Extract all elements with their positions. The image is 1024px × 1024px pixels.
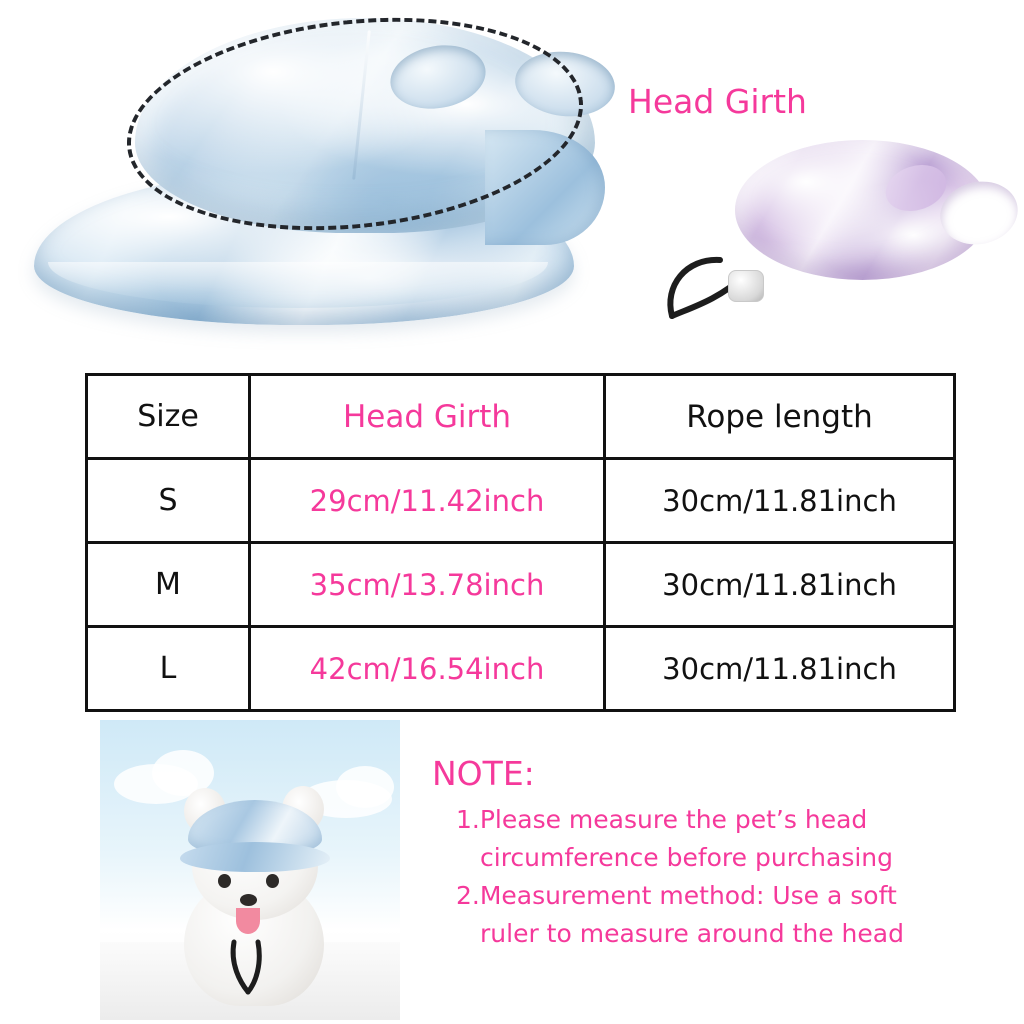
table-row xyxy=(87,459,955,543)
table-header-row xyxy=(87,375,955,459)
dog-eye-right xyxy=(266,874,279,888)
dog-eye-left xyxy=(218,874,231,888)
cell-size: S xyxy=(87,459,250,543)
cell-head-girth: 29cm/11.42inch xyxy=(250,459,605,543)
dog-tongue xyxy=(236,908,260,934)
product-image-section xyxy=(0,0,1024,360)
note-line-4: ruler to measure around the head xyxy=(480,919,904,948)
note-title: NOTE: xyxy=(432,754,535,793)
cell-rope-length: 30cm/11.81inch xyxy=(605,543,955,627)
dog-illustration xyxy=(162,770,347,1010)
header-size: Size xyxy=(87,375,250,459)
small-cap-image xyxy=(660,130,990,340)
cell-head-girth: 42cm/16.54inch xyxy=(250,627,605,711)
size-table xyxy=(85,373,956,712)
small-cap-ear-hole xyxy=(934,175,1023,252)
table-row xyxy=(87,627,955,711)
dog-nose xyxy=(240,894,257,906)
header-head-girth: Head Girth xyxy=(250,375,605,459)
dog-chin-rope-icon xyxy=(228,938,268,996)
note-line-1: 1.Please measure the pet’s head xyxy=(456,805,868,834)
dog-hat-brim xyxy=(180,842,330,872)
cell-size: L xyxy=(87,627,250,711)
note-line-3: 2.Measurement method: Use a soft xyxy=(456,881,897,910)
cell-rope-length: 30cm/11.81inch xyxy=(605,627,955,711)
cell-head-girth: 35cm/13.78inch xyxy=(250,543,605,627)
dog-photo xyxy=(100,720,400,1020)
note-text-block xyxy=(432,754,992,953)
note-line-2: circumference before purchasing xyxy=(480,843,894,872)
chin-rope-icon xyxy=(660,238,790,323)
head-girth-callout-label: Head Girth xyxy=(628,82,807,121)
table-row xyxy=(87,543,955,627)
header-rope-length: Rope length xyxy=(605,375,955,459)
size-chart xyxy=(85,373,938,712)
rope-toggle-icon xyxy=(728,270,764,302)
note-section xyxy=(0,712,1024,1024)
cell-rope-length: 30cm/11.81inch xyxy=(605,459,955,543)
cell-size: M xyxy=(87,543,250,627)
